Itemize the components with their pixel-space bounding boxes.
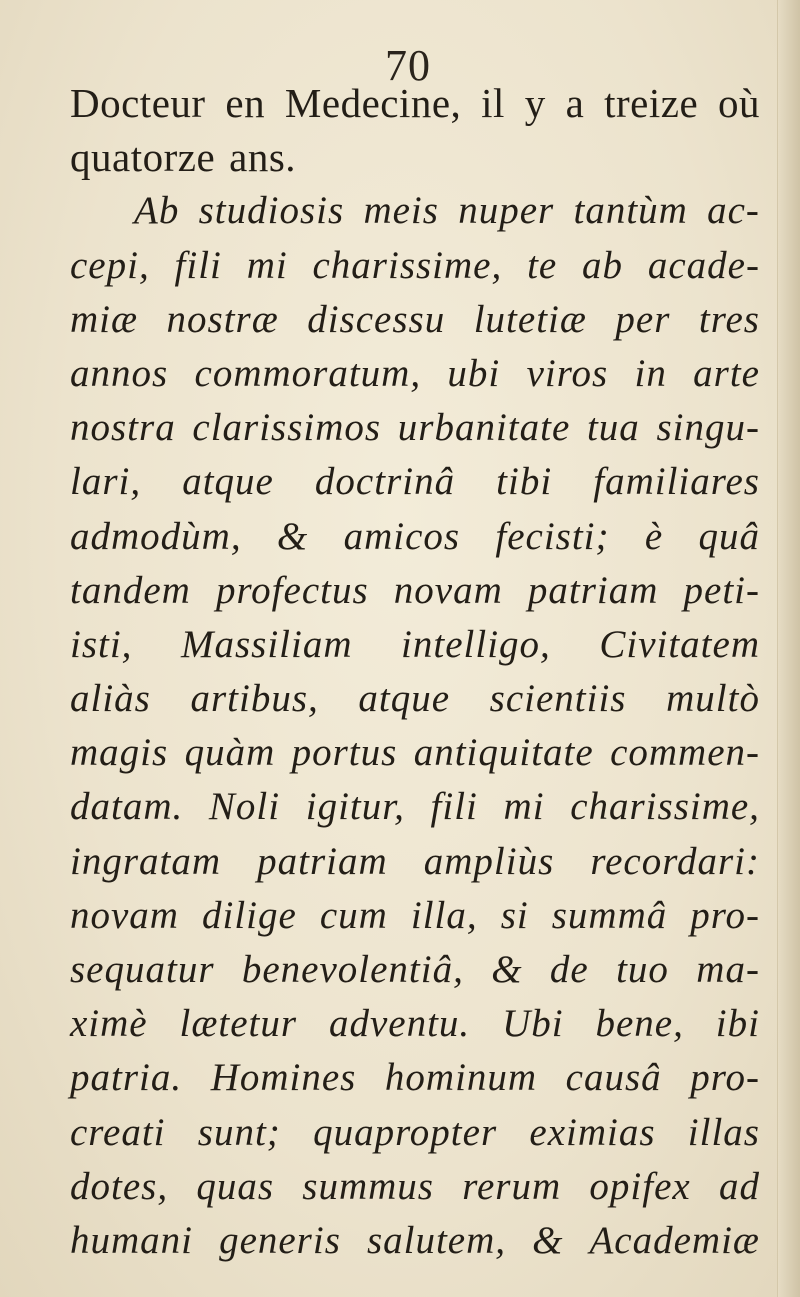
word: viros <box>526 351 609 395</box>
word: tandem <box>70 568 191 612</box>
word: arte <box>693 351 760 395</box>
text-line <box>70 780 760 834</box>
word: sunt; <box>197 1110 281 1154</box>
word: fecisti; <box>495 514 610 558</box>
word: novam <box>70 893 179 937</box>
text-line <box>70 889 760 943</box>
word: adventu. <box>328 1002 471 1046</box>
word: Civitatem <box>599 622 760 666</box>
word: il <box>481 80 505 126</box>
word: ac- <box>707 189 760 233</box>
text-line <box>70 130 760 184</box>
word: te <box>527 243 558 287</box>
word: fili <box>430 785 478 829</box>
word: nuper <box>458 189 555 233</box>
word: quàm <box>184 731 276 775</box>
word: dilige <box>202 893 297 937</box>
word: & <box>276 514 309 558</box>
word: tibi <box>496 460 553 504</box>
word: clarissimos <box>192 406 382 450</box>
text-line <box>70 997 760 1051</box>
word: commoratum, <box>194 351 422 395</box>
word: scientiis <box>489 677 627 721</box>
word: generis <box>219 1218 341 1262</box>
word: eximias <box>529 1110 656 1154</box>
word: si <box>500 893 529 937</box>
text-line <box>70 401 760 455</box>
word: Academiæ <box>589 1218 760 1262</box>
word: Noli <box>208 785 281 829</box>
word: patria. <box>70 1056 183 1100</box>
word: summus <box>302 1164 434 1208</box>
text-line <box>70 293 760 347</box>
word: quâ <box>698 514 760 558</box>
word: lari, <box>70 460 142 504</box>
word: per <box>615 297 671 341</box>
word: illa, <box>410 893 478 937</box>
word: illas <box>687 1110 760 1154</box>
word: benevolentiâ, <box>241 948 464 991</box>
word: ab <box>582 243 624 287</box>
word: artibus, <box>190 677 319 721</box>
word: bene, <box>595 1002 684 1046</box>
word: profectus <box>215 568 369 612</box>
word: ibi <box>715 1002 760 1046</box>
word: tantùm <box>573 189 688 233</box>
word: singu- <box>656 406 760 450</box>
word: treize <box>604 80 699 126</box>
body-text <box>70 76 760 1268</box>
word: atque <box>182 460 274 504</box>
page-gutter <box>777 0 800 1297</box>
word: a <box>565 80 585 126</box>
word: atque <box>358 677 451 721</box>
word: doctrinâ <box>314 460 456 504</box>
word: discessu <box>307 297 446 341</box>
word: humani <box>70 1218 193 1262</box>
word: antiquitate <box>413 731 594 775</box>
word: Ab <box>134 189 180 233</box>
word: ans. <box>229 134 297 181</box>
word: miæ <box>70 297 139 341</box>
text-line <box>70 455 760 509</box>
word: peti- <box>683 568 760 612</box>
word: rerum <box>462 1164 562 1208</box>
word: & <box>491 948 523 991</box>
word: igitur, <box>305 785 405 829</box>
word: quas <box>196 1164 275 1208</box>
word: isti, <box>70 622 133 666</box>
word: ma- <box>696 948 760 991</box>
text-line <box>70 1214 760 1268</box>
word: ingratam <box>70 839 222 883</box>
word: pro- <box>690 1056 760 1100</box>
word: Massiliam <box>180 622 353 666</box>
text-line <box>70 184 760 238</box>
word: magis <box>70 731 169 775</box>
word: urbanitate <box>397 406 571 450</box>
word: fili <box>174 243 222 287</box>
word: charissime, <box>570 785 760 829</box>
word: cepi, <box>70 243 150 287</box>
word: lætetur <box>179 1002 298 1046</box>
word: annos <box>70 351 169 395</box>
word: mi <box>246 243 288 287</box>
word: y <box>524 80 546 126</box>
word: commen- <box>610 731 760 775</box>
text-line <box>70 1051 760 1105</box>
word: sequatur <box>70 948 215 991</box>
word: ximè <box>70 1002 148 1046</box>
text-line <box>70 618 760 672</box>
word: recordari: <box>590 839 760 883</box>
word: tua <box>586 406 640 450</box>
word: acade- <box>647 243 760 287</box>
word: è <box>644 514 664 558</box>
word: summâ <box>551 893 668 937</box>
word: in <box>634 351 667 395</box>
word: mi <box>503 785 545 829</box>
word: nostræ <box>166 297 279 341</box>
page-number: 70 <box>385 41 431 90</box>
word: quatorze <box>70 134 216 181</box>
word: aliàs <box>70 677 151 721</box>
text-line <box>70 239 760 293</box>
word: cum <box>319 893 388 937</box>
word: datam. <box>70 785 184 829</box>
text-line <box>70 510 760 564</box>
text-line <box>70 76 760 130</box>
word: ubi <box>447 351 501 395</box>
word: Ubi <box>502 1002 564 1046</box>
word: charissime, <box>312 243 503 287</box>
word: & <box>532 1218 564 1262</box>
word: lutetiæ <box>473 297 587 341</box>
word: Medecine, <box>284 80 462 126</box>
word: meis <box>363 189 439 233</box>
text-line <box>70 835 760 889</box>
text-line <box>70 943 760 997</box>
text-line <box>70 726 760 780</box>
word: portus <box>291 731 398 775</box>
word: amicos <box>343 514 461 558</box>
word: causâ <box>565 1056 662 1100</box>
word: tuo <box>616 948 669 991</box>
word: admodùm, <box>70 514 242 558</box>
word: nostra <box>70 406 176 450</box>
word: novam <box>393 568 503 612</box>
word: dotes, <box>70 1164 169 1208</box>
word: Homines <box>210 1056 357 1100</box>
word: patriam <box>257 839 388 883</box>
text-line <box>70 347 760 401</box>
word: quapropter <box>313 1110 498 1154</box>
word: tres <box>698 297 760 341</box>
word: studiosis <box>198 189 345 233</box>
word: ad <box>718 1164 760 1208</box>
word: salutem, <box>366 1218 507 1262</box>
word: de <box>549 948 589 991</box>
word: intelligo, <box>401 622 551 666</box>
word: creati <box>70 1110 166 1154</box>
word: en <box>225 80 266 126</box>
word: multò <box>666 677 760 721</box>
text-line <box>70 1160 760 1214</box>
word: où <box>717 80 760 126</box>
word: patriam <box>527 568 659 612</box>
text-line <box>70 672 760 726</box>
text-line <box>70 1106 760 1160</box>
text-line <box>70 564 760 618</box>
word: opifex <box>589 1164 691 1208</box>
word: ampliùs <box>423 839 555 883</box>
word: hominum <box>384 1056 538 1100</box>
word: Docteur <box>70 80 206 126</box>
word: pro- <box>690 893 760 937</box>
word: familiares <box>593 460 760 504</box>
